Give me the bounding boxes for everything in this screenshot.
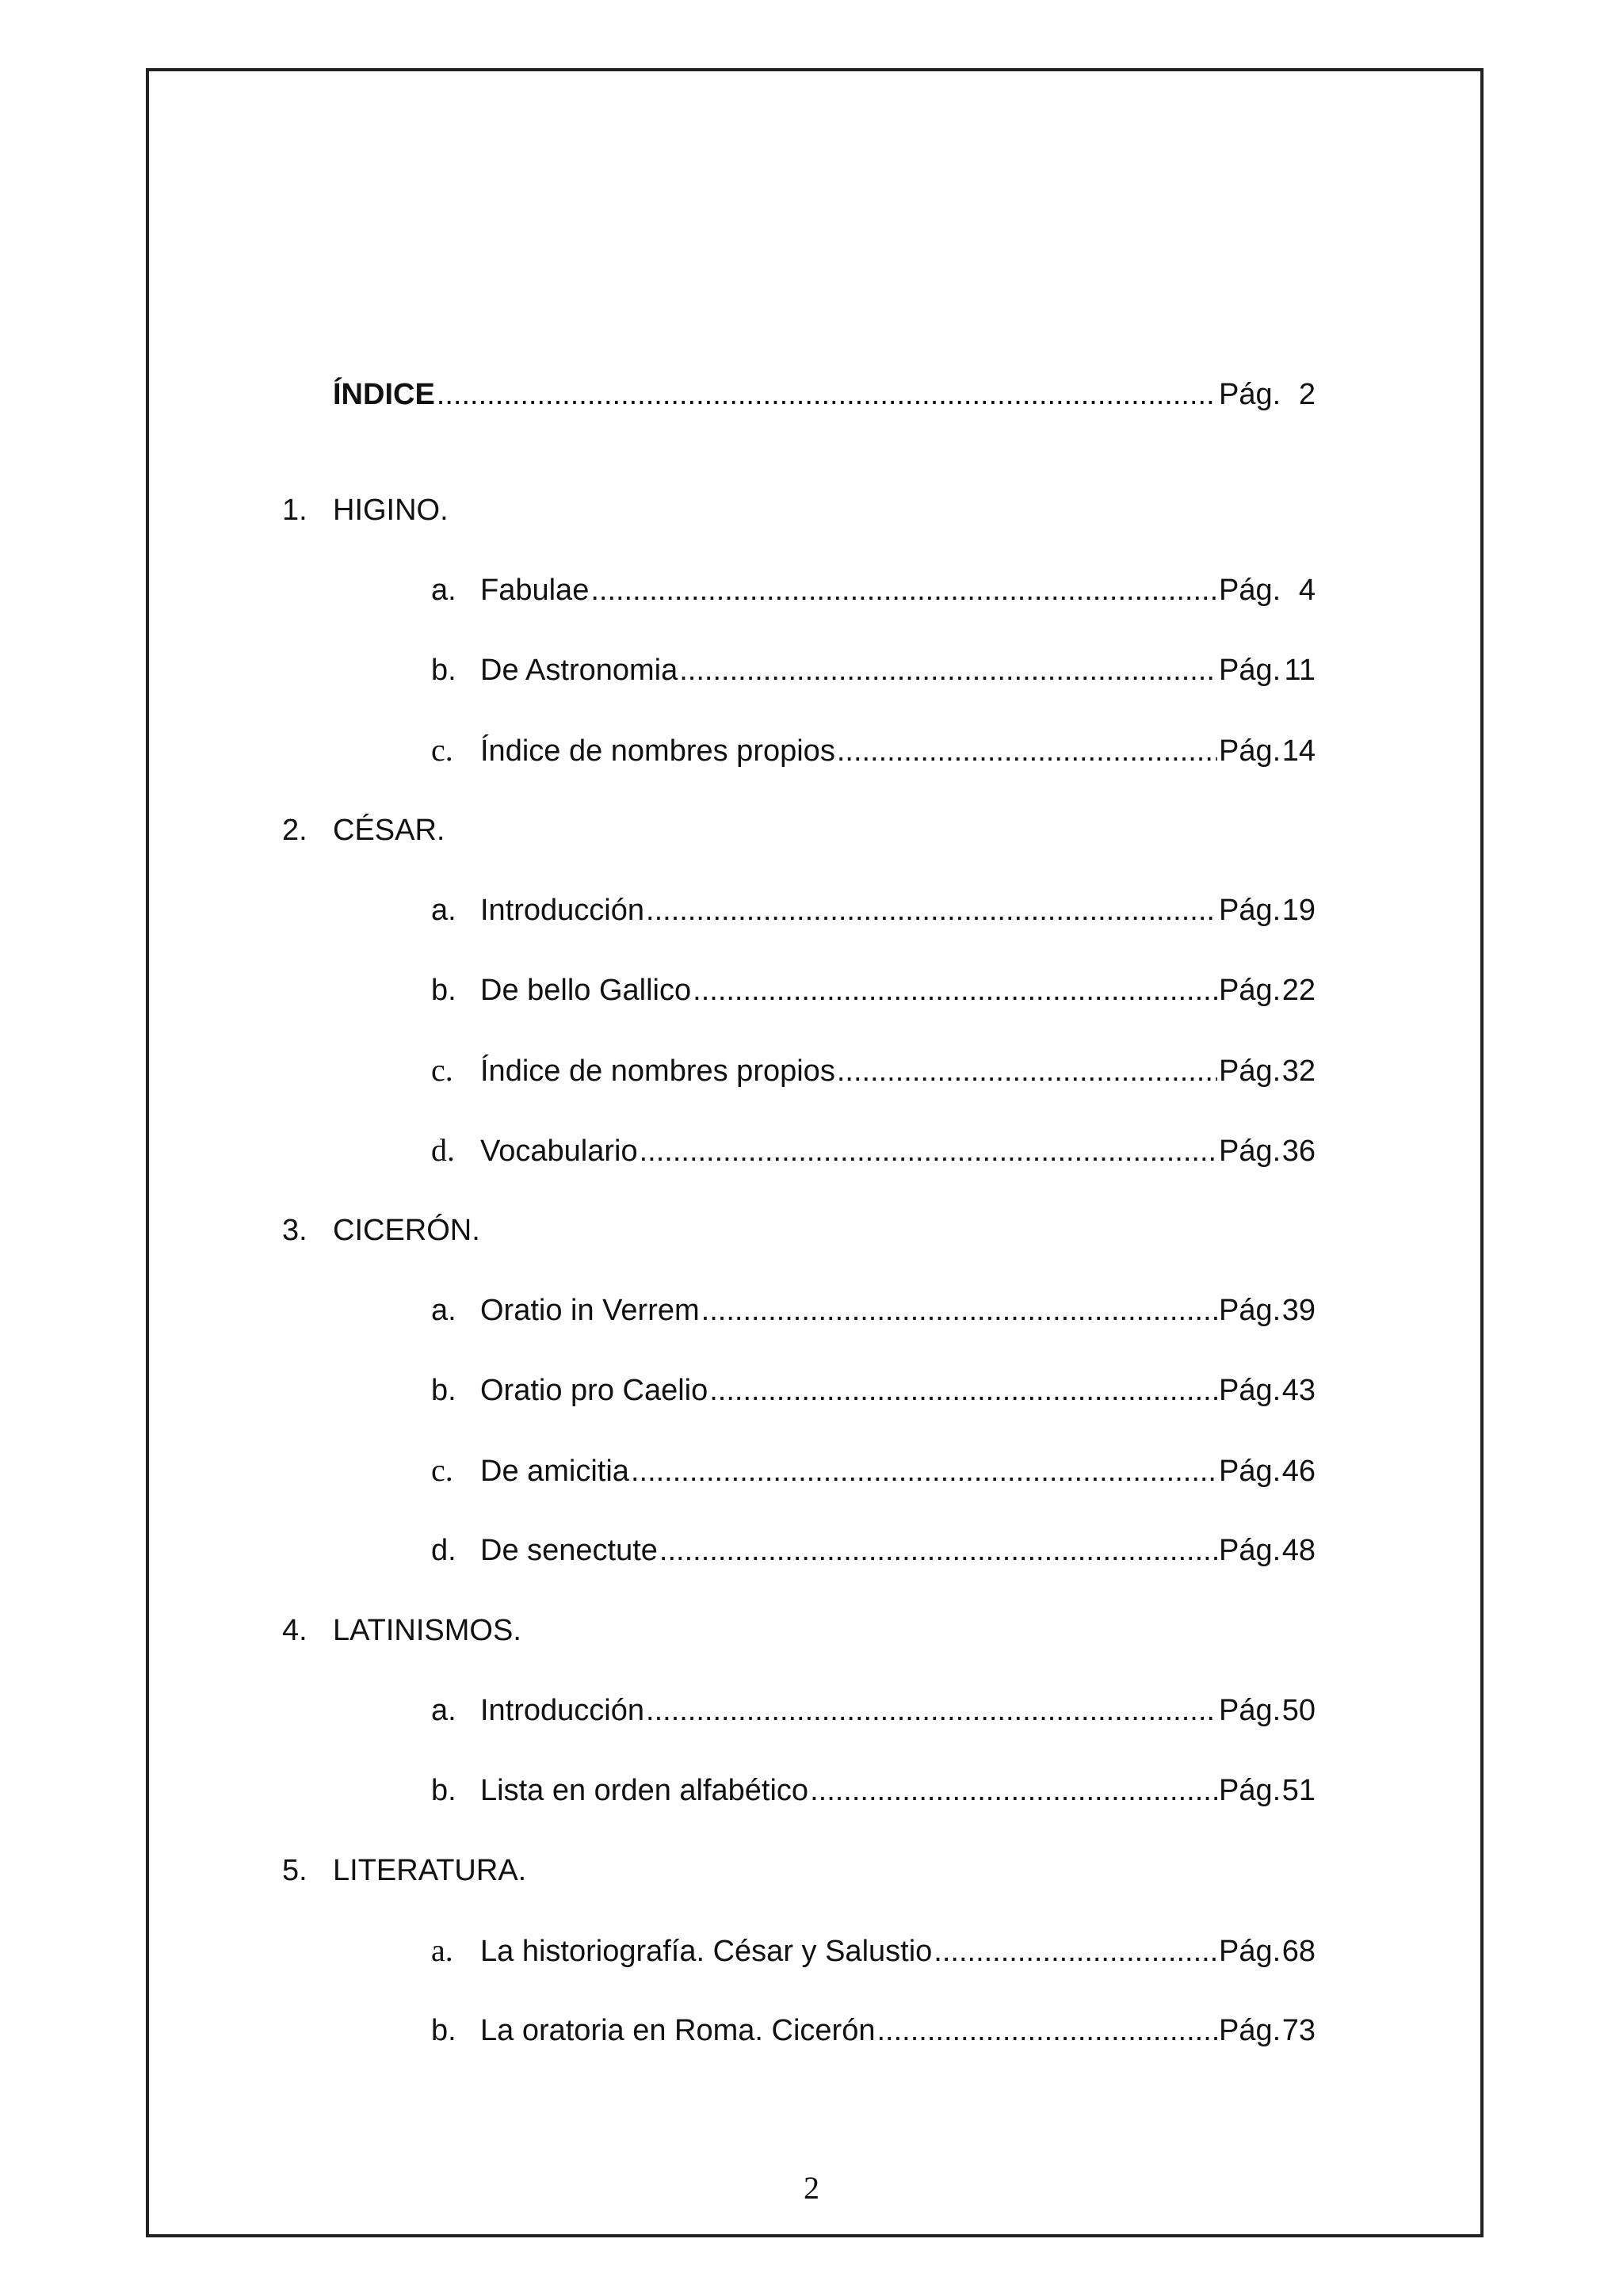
toc-entry-title: Fabulae — [480, 574, 590, 607]
toc-entry-title: Introducción — [480, 894, 645, 927]
section-number: 1. — [282, 494, 307, 527]
section-number: 4. — [282, 1614, 307, 1647]
toc-page-ref — [1219, 968, 1316, 1013]
page-value: 50 — [1281, 1694, 1316, 1727]
page-value: 32 — [1281, 1055, 1316, 1088]
toc-entry-title: ÍNDICE — [333, 378, 435, 411]
dot-leader — [876, 2008, 1217, 2053]
item-marker: a. — [431, 894, 456, 927]
toc-entry[interactable] — [431, 728, 1316, 772]
section-heading-ciceron — [282, 1208, 1312, 1253]
item-marker: b. — [431, 2014, 456, 2047]
section-title: CICERÓN. — [333, 1214, 480, 1247]
toc-page-ref — [1219, 1449, 1316, 1493]
page-number: 2 — [804, 2170, 819, 2206]
section-heading-higino — [282, 488, 1312, 532]
pag-label: Pág. — [1219, 1694, 1281, 1727]
toc-page-ref — [1219, 1768, 1316, 1813]
dot-leader — [701, 1288, 1217, 1333]
toc-page-ref — [1219, 1688, 1316, 1733]
pag-label: Pág. — [1219, 1455, 1281, 1488]
pag-label: Pág. — [1219, 1774, 1281, 1807]
toc-entry[interactable] — [431, 1528, 1316, 1573]
pag-label: Pág. — [1219, 1374, 1281, 1407]
item-marker: a. — [431, 1694, 456, 1727]
page-value: 19 — [1281, 894, 1316, 927]
section-title: HIGINO. — [333, 494, 449, 527]
section-number: 2. — [282, 814, 307, 847]
page-value: 48 — [1281, 1534, 1316, 1567]
toc-page-ref — [1219, 2008, 1316, 2053]
section-number: 5. — [282, 1854, 307, 1887]
toc-entry[interactable] — [431, 968, 1316, 1013]
page-value: 2 — [1298, 378, 1316, 411]
toc-entry-indice[interactable] — [333, 372, 1316, 417]
pag-label: Pág. — [1219, 378, 1281, 411]
dot-leader — [640, 1129, 1217, 1173]
dot-leader — [679, 648, 1217, 692]
item-marker: b. — [431, 974, 456, 1007]
toc-page-ref — [1219, 1129, 1316, 1173]
toc-entry[interactable] — [431, 568, 1316, 612]
item-marker: d. — [431, 1132, 455, 1168]
toc-entry[interactable] — [431, 2008, 1316, 2053]
pag-label: Pág. — [1219, 1055, 1281, 1088]
toc-entry[interactable] — [431, 1768, 1316, 1813]
dot-leader — [693, 968, 1217, 1013]
toc-entry-title: De bello Gallico — [480, 974, 692, 1007]
toc-entry-title: Oratio in Verrem — [480, 1294, 700, 1327]
section-title: CÉSAR. — [333, 814, 445, 847]
page-value: 68 — [1281, 1935, 1316, 1968]
toc-page-ref — [1219, 372, 1316, 417]
pag-label: Pág. — [1219, 734, 1281, 768]
toc-entry-title: Oratio pro Caelio — [480, 1374, 708, 1407]
dot-leader — [659, 1528, 1217, 1573]
toc-entry[interactable] — [431, 648, 1316, 692]
toc-entry[interactable] — [431, 888, 1316, 933]
toc-page-ref — [1219, 729, 1316, 773]
toc-entry[interactable] — [431, 1128, 1316, 1173]
dot-leader — [709, 1368, 1217, 1413]
toc-entry-title: Introducción — [480, 1694, 645, 1727]
pag-label: Pág. — [1219, 974, 1281, 1007]
toc-page-ref — [1219, 1368, 1316, 1413]
item-marker: b. — [431, 1374, 456, 1407]
toc-entry[interactable] — [431, 1928, 1316, 1973]
toc-page-ref — [1219, 1288, 1316, 1333]
item-marker: a. — [431, 1932, 453, 1968]
pag-label: Pág. — [1219, 1935, 1281, 1968]
toc-entry-title: Lista en orden alfabético — [480, 1774, 809, 1807]
page-value: 11 — [1284, 654, 1316, 687]
item-marker: c. — [431, 732, 453, 768]
item-marker: c. — [431, 1452, 453, 1488]
toc-entry-title: Vocabulario — [480, 1135, 638, 1168]
toc-entry-title: Índice de nombres propios — [480, 734, 835, 768]
dot-leader — [810, 1768, 1217, 1813]
toc-entry[interactable] — [431, 1048, 1316, 1093]
section-number: 3. — [282, 1214, 307, 1247]
page-value: 22 — [1281, 974, 1316, 1007]
item-marker: c. — [431, 1052, 453, 1088]
dot-leader — [590, 568, 1217, 612]
page-value: 14 — [1281, 734, 1316, 768]
page-value: 46 — [1281, 1455, 1316, 1488]
page-value: 51 — [1281, 1774, 1316, 1807]
pag-label: Pág. — [1219, 1294, 1281, 1327]
dot-leader — [837, 729, 1217, 773]
toc-page-ref — [1219, 888, 1316, 933]
section-heading-latinismos — [282, 1608, 1312, 1653]
toc-page-ref — [1219, 568, 1316, 612]
page-value: 4 — [1298, 574, 1316, 607]
dot-leader — [934, 1929, 1217, 1974]
page-value: 36 — [1281, 1135, 1316, 1168]
toc-entry[interactable] — [431, 1368, 1316, 1413]
pag-label: Pág. — [1219, 1135, 1281, 1168]
toc-entry-title: De senectute — [480, 1534, 658, 1567]
dot-leader — [646, 888, 1217, 933]
pag-label: Pág. — [1219, 894, 1281, 927]
toc-entry[interactable] — [431, 1688, 1316, 1733]
toc-page-ref — [1219, 648, 1316, 692]
toc-entry[interactable] — [431, 1448, 1316, 1493]
section-title: LITERATURA. — [333, 1854, 527, 1887]
toc-entry-title: De amicitia — [480, 1455, 629, 1488]
section-heading-cesar — [282, 808, 1312, 852]
toc-entry-title: Índice de nombres propios — [480, 1055, 835, 1088]
page-value: 43 — [1281, 1374, 1316, 1407]
toc-page-ref — [1219, 1929, 1316, 1974]
page-value: 39 — [1281, 1294, 1316, 1327]
pag-label: Pág. — [1219, 654, 1281, 687]
item-marker: a. — [431, 1294, 456, 1327]
toc-page-ref — [1219, 1049, 1316, 1093]
dot-leader — [837, 1049, 1217, 1093]
dot-leader — [437, 372, 1217, 417]
section-title: LATINISMOS. — [333, 1614, 521, 1647]
item-marker: b. — [431, 654, 456, 687]
pag-label: Pág. — [1219, 2014, 1281, 2047]
item-marker: a. — [431, 574, 456, 607]
pag-label: Pág. — [1219, 1534, 1281, 1567]
toc-entry-title: La historiografía. César y Salustio — [480, 1935, 933, 1968]
dot-leader — [646, 1688, 1217, 1733]
pag-label: Pág. — [1219, 574, 1281, 607]
toc-page-ref — [1219, 1528, 1316, 1573]
toc-entry-title: De Astronomia — [480, 654, 678, 687]
page-value: 73 — [1281, 2014, 1316, 2047]
dot-leader — [631, 1449, 1217, 1493]
item-marker: b. — [431, 1774, 456, 1807]
item-marker: d. — [431, 1534, 456, 1567]
section-heading-literatura — [282, 1848, 1312, 1893]
toc-entry-title: La oratoria en Roma. Cicerón — [480, 2014, 876, 2047]
toc-entry[interactable] — [431, 1288, 1316, 1333]
